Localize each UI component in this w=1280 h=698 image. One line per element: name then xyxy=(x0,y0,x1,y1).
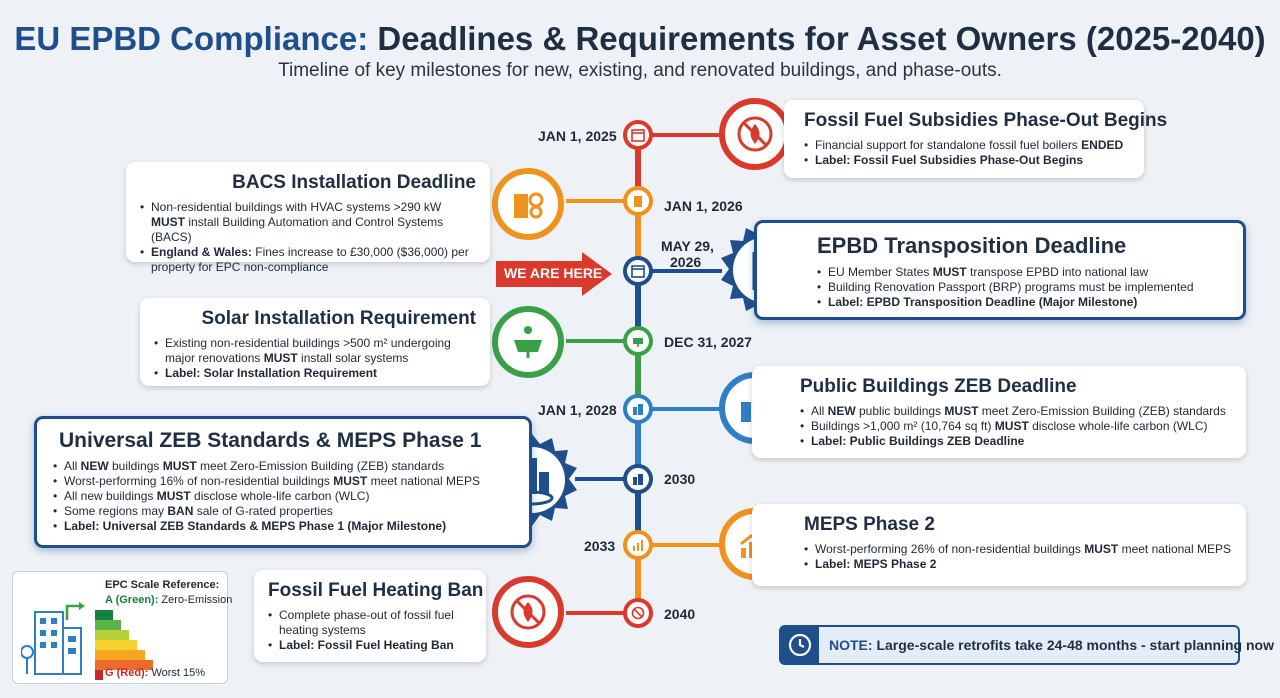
bullet-bold: MUST xyxy=(944,404,979,418)
title-rest: Deadlines & Requirements for Asset Owners (2025-2040) xyxy=(368,20,1266,57)
bullet-label: Label: EPBD Transposition Deadline (Major Milestone) xyxy=(828,295,1138,309)
bullet-bold: ENDED xyxy=(1081,138,1124,152)
building-icon xyxy=(631,194,645,208)
bullet-bold: MUST xyxy=(932,265,967,279)
clock-icon-box xyxy=(781,627,819,663)
bullet-bold: MUST xyxy=(162,459,197,473)
connector-heating xyxy=(566,611,626,615)
card-bullet xyxy=(817,265,1229,280)
bullet-text: Building Renovation Passport (BRP) programs must be implemented xyxy=(828,280,1194,294)
card-bullet xyxy=(804,557,1232,572)
bullet-bold: MUST xyxy=(156,489,191,503)
bullet-text: Complete phase-out of fossil fuel heating systems xyxy=(279,608,454,637)
bullet-text: install Building Automation and Control Systems (BACS) xyxy=(151,215,444,244)
bullet-text: install solar systems xyxy=(297,351,409,365)
bullet-label: Label: Public Buildings ZEB Deadline xyxy=(811,434,1025,448)
bullet-bold: England & Wales: xyxy=(151,245,252,259)
epc-title: EPC Scale Reference: xyxy=(105,579,220,591)
solar-panel-icon xyxy=(631,334,645,348)
card-title: MEPS Phase 2 xyxy=(804,514,935,535)
node-2026 xyxy=(623,186,653,216)
bullet-text: All xyxy=(811,404,828,418)
card-heating-ban xyxy=(254,570,486,662)
bullet-text: sale of G-rated properties xyxy=(193,504,333,518)
epc-g-text: Worst 15% xyxy=(148,667,206,679)
date-2026-may-line2: 2026 xyxy=(670,254,702,270)
card-bullet xyxy=(140,245,476,275)
card-title: Universal ZEB Standards & MEPS Phase 1 xyxy=(59,429,482,452)
card-title: Public Buildings ZEB Deadline xyxy=(800,376,1077,397)
bullet-text: disclose whole-life carbon (WLC) xyxy=(1028,419,1208,433)
building-illustration-icon xyxy=(21,598,91,678)
date-2040: 2040 xyxy=(664,606,696,622)
card-bullet xyxy=(53,474,515,489)
planning-note xyxy=(779,625,1274,665)
card-bullet xyxy=(53,519,515,534)
epc-a-label xyxy=(105,594,232,606)
heating-ban-icon-circle xyxy=(492,576,564,648)
note-text xyxy=(829,637,1274,653)
node-2033 xyxy=(623,530,653,560)
card-bullet xyxy=(817,295,1229,310)
bullet-text: buildings xyxy=(108,459,163,473)
card-bullet xyxy=(268,638,472,653)
calendar-icon xyxy=(631,264,645,278)
fossil-subsidies-icon-circle xyxy=(719,98,791,170)
bullet-bold: MUST xyxy=(333,474,368,488)
bullet-text: Worst-performing 16% of non-residential buildings xyxy=(64,474,334,488)
bullet-text: meet Zero-Emission Building (ZEB) standards xyxy=(196,459,445,473)
bullet-text: disclose whole-life carbon (WLC) xyxy=(190,489,370,503)
page-title xyxy=(0,20,1280,58)
card-bullet xyxy=(140,200,476,245)
calendar-icon xyxy=(631,128,645,142)
card-title: Fossil Fuel Heating Ban xyxy=(268,580,484,601)
date-2030: 2030 xyxy=(664,471,696,487)
bullet-bold: BAN xyxy=(167,504,194,518)
bullet-text: EU Member States xyxy=(828,265,933,279)
bullet-text: Worst-performing 26% of non-residential buildings xyxy=(815,542,1085,556)
node-2030 xyxy=(623,464,653,494)
card-fossil-subsidies xyxy=(784,100,1168,178)
card-universal-zeb xyxy=(34,416,532,548)
title-highlight: EU EPBD Compliance: xyxy=(14,20,369,57)
card-bullet xyxy=(804,138,1130,153)
bullet-text: All xyxy=(64,459,81,473)
bullet-bold: MUST xyxy=(994,419,1029,433)
card-bullet xyxy=(154,366,476,381)
epc-bar-a xyxy=(95,610,113,620)
bullet-label: Label: MEPS Phase 2 xyxy=(815,557,937,571)
node-2026-may xyxy=(623,256,653,286)
bullet-label: Label: Universal ZEB Standards & MEPS Phase 1 (Major Milestone) xyxy=(64,519,447,533)
date-2025: JAN 1, 2025 xyxy=(538,128,617,144)
page-subtitle: Timeline of key milestones for new, existing, and renovated buildings, and phase-outs. xyxy=(278,60,1002,81)
card-bullet xyxy=(268,608,472,638)
card-public-zeb xyxy=(752,366,1246,458)
epc-a-grade: A (Green): xyxy=(105,594,159,606)
card-title: Fossil Fuel Subsidies Phase-Out Begins xyxy=(804,110,1168,131)
date-2026-may-line1: MAY 29, xyxy=(661,238,714,254)
bullet-bold: MUST xyxy=(263,351,298,365)
bullet-bold: MUST xyxy=(151,215,185,229)
node-2028 xyxy=(623,394,653,424)
solar-icon-circle xyxy=(492,306,564,378)
bacs-icon-circle xyxy=(492,168,564,240)
date-2028: JAN 1, 2028 xyxy=(538,402,617,418)
epc-scale-reference xyxy=(12,571,233,684)
node-2025 xyxy=(623,120,653,150)
we-are-here-label: WE ARE HERE xyxy=(504,265,603,281)
epc-a-text: Zero-Emission xyxy=(158,594,233,606)
card-title: BACS Installation Deadline xyxy=(232,172,476,193)
building-gear-icon xyxy=(508,184,548,224)
bullet-bold: MUST xyxy=(1084,542,1119,556)
bullet-text: transpose EPBD into national law xyxy=(966,265,1149,279)
bullet-text: Financial support for standalone fossil fuel boilers xyxy=(815,138,1082,152)
card-bullet xyxy=(53,459,515,474)
bullet-text: meet national MEPS xyxy=(367,474,480,488)
connector-solar xyxy=(566,339,626,343)
bullet-text: Some regions may xyxy=(64,504,168,518)
node-2027 xyxy=(623,326,653,356)
node-2040 xyxy=(623,598,653,628)
no-flame-icon xyxy=(508,592,548,632)
bar-chart-icon xyxy=(631,538,645,552)
card-bullet xyxy=(154,336,476,366)
bullet-text: Non-residential buildings with HVAC systems >290 kW xyxy=(151,200,442,214)
bullet-text: public buildings xyxy=(855,404,945,418)
card-meps2 xyxy=(752,504,1246,586)
clock-icon xyxy=(788,633,812,657)
connector-bacs xyxy=(566,199,626,203)
epc-bar-b xyxy=(95,620,121,630)
bullet-label: Label: Fossil Fuel Subsidies Phase-Out Begins xyxy=(815,153,1084,167)
date-2033: 2033 xyxy=(584,538,616,554)
epc-bar-e xyxy=(95,650,145,660)
connector-meps2 xyxy=(652,543,722,547)
card-bullet xyxy=(800,419,1232,434)
card-solar xyxy=(140,298,490,386)
epc-bar-d xyxy=(95,640,137,650)
bullet-text: meet national MEPS xyxy=(1118,542,1231,556)
epc-g-label xyxy=(105,667,205,679)
bullet-text: Buildings >1,000 m² (10,764 sq ft) xyxy=(811,419,995,433)
bullet-text: Existing non-residential buildings >500 m² undergoing major renovations xyxy=(165,336,451,365)
card-bullet xyxy=(53,489,515,504)
card-title: EPBD Transposition Deadline xyxy=(817,233,1127,258)
card-title: Solar Installation Requirement xyxy=(201,308,476,329)
epc-bar-c xyxy=(95,630,129,640)
bullet-text: Fines increase to £30,000 ($36,000) per property for EPC non-compliance xyxy=(151,245,469,274)
date-2026: JAN 1, 2026 xyxy=(664,198,743,214)
bullet-bold: NEW xyxy=(80,459,109,473)
note-body: Large-scale retrofits take 24-48 months - start planning now xyxy=(872,637,1274,653)
building-icon xyxy=(631,402,645,416)
card-bullet xyxy=(817,280,1229,295)
card-bacs xyxy=(126,162,490,274)
city-icon xyxy=(631,472,645,486)
bullet-text: All new buildings xyxy=(64,489,157,503)
bullet-bold: NEW xyxy=(827,404,856,418)
bullet-label: Label: Solar Installation Requirement xyxy=(165,366,378,380)
date-2027: DEC 31, 2027 xyxy=(664,334,752,350)
card-bullet xyxy=(800,404,1232,419)
we-are-here-arrow xyxy=(496,252,612,296)
note-label: NOTE: xyxy=(829,637,873,653)
card-bullet xyxy=(53,504,515,519)
card-bullet xyxy=(800,434,1232,449)
epc-bar-g xyxy=(95,670,103,680)
card-epbd xyxy=(754,220,1246,320)
card-bullet xyxy=(804,542,1232,557)
connector-universal xyxy=(575,477,625,481)
epc-g-grade: G (Red): xyxy=(105,667,149,679)
bullet-label: Label: Fossil Fuel Heating Ban xyxy=(279,638,454,652)
bullet-text: meet Zero-Emission Building (ZEB) standards xyxy=(978,404,1226,418)
no-flame-icon xyxy=(735,114,775,154)
card-bullet xyxy=(804,153,1130,168)
no-fire-icon xyxy=(631,606,645,620)
solar-panel-icon xyxy=(508,322,548,362)
